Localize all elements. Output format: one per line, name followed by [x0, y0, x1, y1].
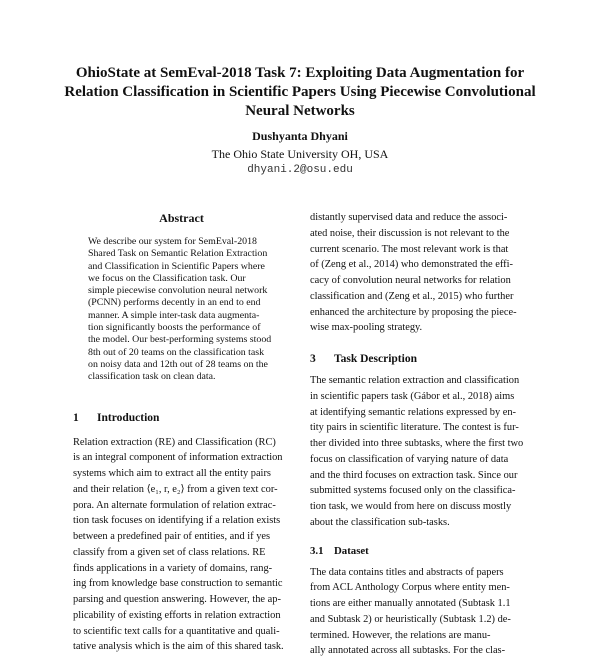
abstract-body [88, 236, 278, 384]
subsection-number: 3.1 [310, 544, 334, 558]
task-description-body [310, 373, 531, 531]
subsection-title: Dataset [334, 544, 369, 558]
abstract-line: and Classification in Scientific Papers where [88, 261, 278, 273]
body-line: enhanced the architecture by proposing the piece- [310, 305, 531, 321]
body-line: and the third focuses on extraction task. Since our [310, 468, 531, 484]
abstract-line: classification task on clean data. [88, 371, 278, 383]
body-line: plicability of existing efforts in relation extraction [73, 608, 290, 624]
body-line: pora. An alternate formulation of relation extrac- [73, 498, 290, 514]
body-line: focus on classification of varying nature of data [310, 452, 531, 468]
body-line: The semantic relation extraction and classification [310, 373, 531, 389]
title-line: Neural Networks [60, 102, 540, 121]
section-title: Introduction [97, 411, 159, 425]
body-line: Relation extraction (RE) and Classification (RC) [73, 435, 290, 451]
body-line: classify from a given set of class relations. RE [73, 545, 290, 561]
body-line: tion task focuses on identifying if a relation exists [73, 513, 290, 529]
body-line: ing from knowledge base construction to semantic [73, 576, 290, 592]
left-column [73, 210, 290, 655]
body-line: wise max-pooling strategy. [310, 320, 531, 336]
body-line: between a predefined pair of entities, and if yes [73, 529, 290, 545]
abstract-line: 8th out of 20 teams on the classification task [88, 347, 278, 359]
task-description-heading [310, 352, 531, 366]
body-line: is an integral component of information extraction [73, 450, 290, 466]
section-number: 3 [310, 352, 334, 366]
body-line: submitted systems focused only on the classifica- [310, 483, 531, 499]
section-title: Task Description [334, 352, 417, 366]
body-line: cacy of convolution neural networks for relation [310, 273, 531, 289]
body-line: to scientific text calls for a quantitative and quali- [73, 624, 290, 640]
body-line: tion task, we would from here on discuss mostly [310, 499, 531, 515]
introduction-heading [73, 411, 290, 425]
author-block [100, 129, 500, 178]
abstract-line: the model. Our best-performing systems stood [88, 334, 278, 346]
abstract-line: We describe our system for SemEval-2018 [88, 236, 278, 248]
body-line: ated noise, their discussion is not relevant to the [310, 226, 531, 242]
section-number: 1 [73, 411, 97, 425]
body-line: and Subtask 2) or heuristically (Subtask 1.2) de- [310, 612, 531, 628]
paper-title [60, 64, 540, 121]
author-affiliation: The Ohio State University OH, USA [100, 146, 500, 162]
body-line: from ACL Anthology Corpus where entity men- [310, 580, 531, 596]
abstract-line: Shared Task on Semantic Relation Extraction [88, 248, 278, 260]
body-line: tative analysis which is the aim of this shared task. [73, 639, 290, 655]
body-line: distantly supervised data and reduce the associ- [310, 210, 531, 226]
body-line: tions are either manually annotated (Subtask 1.1 [310, 596, 531, 612]
abstract-line: on noisy data and 12th out of 28 teams on the [88, 359, 278, 371]
dataset-heading [310, 544, 531, 558]
body-line: at identifying semantic relations expressed by en- [310, 405, 531, 421]
body-line: systems which aim to extract all the entity pairs [73, 466, 290, 482]
body-line: classification and (Zeng et al., 2015) who further [310, 289, 531, 305]
body-line: ther divided into three subtasks, where the first two [310, 436, 531, 452]
body-line: termined. However, the relations are manu- [310, 628, 531, 644]
body-line: The data contains titles and abstracts of papers [310, 565, 531, 581]
body-line: in scientific papers task (Gábor et al., 2018) aims [310, 389, 531, 405]
abstract-line: we focus on the Classification task. Our [88, 273, 278, 285]
body-line: tity pairs in scientific literature. The contest is fur- [310, 420, 531, 436]
body-line: parsing and question answering. However, the ap- [73, 592, 290, 608]
author-name: Dushyanta Dhyani [100, 129, 500, 144]
abstract-heading: Abstract [73, 210, 290, 226]
title-line: OhioState at SemEval-2018 Task 7: Exploiting Data Augmentation for [60, 64, 540, 83]
abstract-line: (PCNN) performs decently in an end to end [88, 297, 278, 309]
abstract-line: tion significantly boosts the performance of [88, 322, 278, 334]
abstract-line: simple piecewise convolution neural network [88, 285, 278, 297]
body-line: about the classification sub-tasks. [310, 515, 531, 531]
introduction-body [73, 435, 290, 656]
related-work-continuation [310, 210, 531, 336]
abstract-line: manner. A simple inter-task data augmenta- [88, 310, 278, 322]
body-line: finds applications in a variety of domains, rang- [73, 561, 290, 577]
body-line: of (Zeng et al., 2014) who demonstrated the effi- [310, 257, 531, 273]
dataset-body [310, 565, 531, 659]
body-line: and their relation ⟨e₁, r, e₂⟩ from a given text cor- [73, 482, 290, 498]
body-line: ally annotated across all subtasks. For the clas- [310, 643, 531, 659]
right-column [310, 210, 531, 659]
body-line: current scenario. The most relevant work is that [310, 242, 531, 258]
title-line: Relation Classification in Scientific Papers Using Piecewise Convolutional [60, 83, 540, 102]
author-email: dhyani.2@osu.edu [100, 163, 500, 178]
